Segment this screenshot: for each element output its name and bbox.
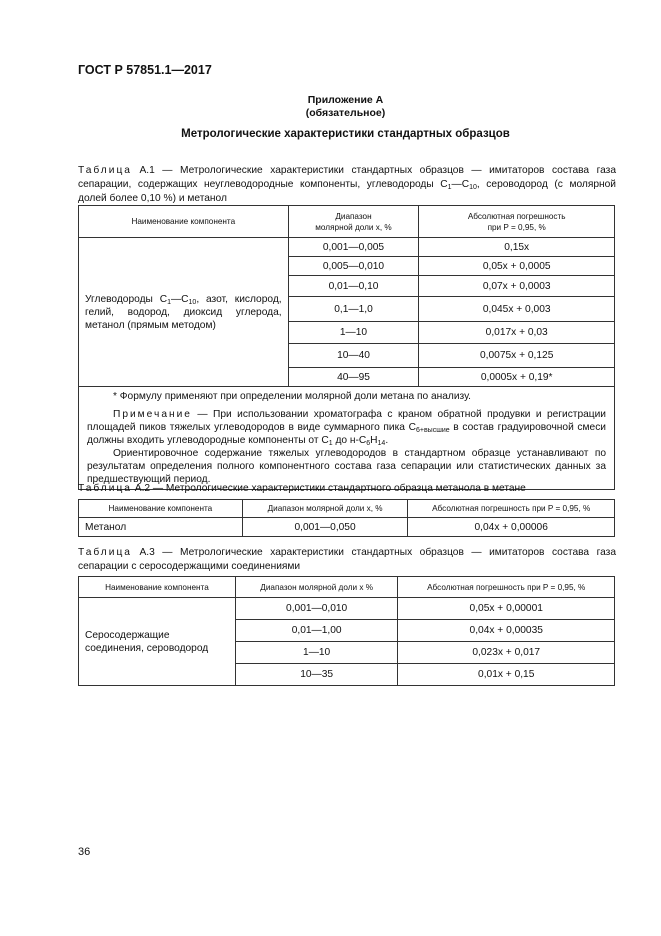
table1-range-cell: 1—10 [288, 322, 419, 344]
table3-component-cell: Серосодержащие соединения, сероводород [79, 598, 236, 686]
table2-header-row [79, 500, 615, 518]
table1-error-cell: 0,15x [419, 238, 615, 257]
table1-head-error: Абсолютная погрешность при P = 0,95, % [419, 206, 615, 238]
table3-error-cell: 0,04x + 0,00035 [398, 620, 615, 642]
table3-head-range: Диапазон молярной доли x % [235, 577, 398, 598]
table1-footnote: * Формулу применяют при определении молярной доли метана по анализу. [113, 391, 472, 402]
table3-head-component: Наименование компонента [79, 577, 236, 598]
table3-label: Таблица [78, 547, 132, 558]
table1-notes [79, 387, 615, 490]
table1-note2: Ориентировочное содержание тяжелых углеводородов в стандартном образце устанавливают по результатам определения полного компонентного состава газа сепарации или статистических данных за предшествующий период. [87, 448, 606, 485]
appendix-subtitle: (обязательное) [305, 107, 386, 119]
table1-note: Примечание — При использовании хроматографа с краном обратной продувки и регистрации площадей пиков тяжелых углеводородов в виде суммарного пика $С_{6+высшие}$ в состав градуировочной смеси должны входить углеводородные компоненты от $С_1$ до $н-С_6Н_{14}$. [87, 409, 606, 447]
table2-head-error: Абсолютная погрешность при P = 0,95, % [408, 500, 615, 518]
table-a3 [78, 576, 615, 686]
table1-range-cell: 40—95 [288, 368, 419, 387]
table1-header-row [79, 206, 615, 238]
table1-error-cell: 0,017x + 0,03 [419, 322, 615, 344]
table1-range-cell: 0,1—1,0 [288, 297, 419, 322]
document-code: ГОСТ Р 57851.1—2017 [78, 63, 212, 77]
table1-range-cell: 0,01—0,10 [288, 276, 419, 297]
table-row [79, 598, 615, 620]
table1-caption: Таблица А.1 — Метрологические характеристики стандартных образцов — имитаторов состава газа сепарации, содержащих неуглеводородные компоненты, углеводороды $С_1—С_{10}$, сероводород (с молярной долей более 0,10 %) и метанол [78, 165, 617, 204]
table2-range-cell: 0,001—0,050 [242, 518, 408, 537]
table3-range-cell: 10—35 [235, 664, 398, 686]
table3-error-cell: 0,01x + 0,15 [398, 664, 615, 686]
table2-head-component: Наименование компонента [79, 500, 243, 518]
table1-label: Таблица [78, 165, 132, 176]
table1-error-cell: 0,0075x + 0,125 [419, 344, 615, 368]
table2-head-range: Диапазон молярной доли x, % [242, 500, 408, 518]
table3-head-error: Абсолютная погрешность при P = 0,95, % [398, 577, 615, 598]
table-row [79, 518, 615, 537]
table1-error-cell: 0,05x + 0,0005 [419, 257, 615, 276]
table1-error-cell: 0,0005x + 0,19* [419, 368, 615, 387]
table3-range-cell: 0,01—1,00 [235, 620, 398, 642]
page-number: 36 [78, 846, 91, 858]
table1-head-range: Диапазон молярной доли x, % [288, 206, 419, 238]
table-a2 [78, 499, 615, 537]
table3-range-cell: 0,001—0,010 [235, 598, 398, 620]
table1-notes-row [79, 387, 615, 490]
section-title: Метрологические характеристики стандартных образцов [181, 128, 510, 140]
table1-error-cell: 0,07x + 0,0003 [419, 276, 615, 297]
table1-range-cell: 0,005—0,010 [288, 257, 419, 276]
table2-caption: Таблица А.2 — Метрологические характеристики стандартного образца метанола в метане [78, 483, 526, 494]
appendix-title: Приложение А [307, 94, 384, 106]
table2-label: Таблица [78, 483, 132, 494]
table-row [79, 238, 615, 257]
table3-range-cell: 1—10 [235, 642, 398, 664]
table3-error-cell: 0,023x + 0,017 [398, 642, 615, 664]
table1-range-cell: 0,001—0,005 [288, 238, 419, 257]
table1-component-cell: Углеводороды $С_1—С_{10}$, азот, кислород, гелий, водород, диоксид углерода, метанол (прямым методом) [79, 238, 289, 387]
table-a1 [78, 205, 615, 490]
table1-range-cell: 10—40 [288, 344, 419, 368]
table2-error-cell: 0,04x + 0,00006 [408, 518, 615, 537]
table2-component-cell: Метанол [79, 518, 243, 537]
table3-header-row [79, 577, 615, 598]
table3-caption: Таблица А.3 — Метрологические характеристики стандартных образцов — имитаторов состава газа сепарации с серосодержащими соединениями [78, 547, 616, 572]
table1-error-cell: 0,045x + 0,003 [419, 297, 615, 322]
table1-head-component: Наименование компонента [79, 206, 289, 238]
table3-error-cell: 0,05x + 0,00001 [398, 598, 615, 620]
